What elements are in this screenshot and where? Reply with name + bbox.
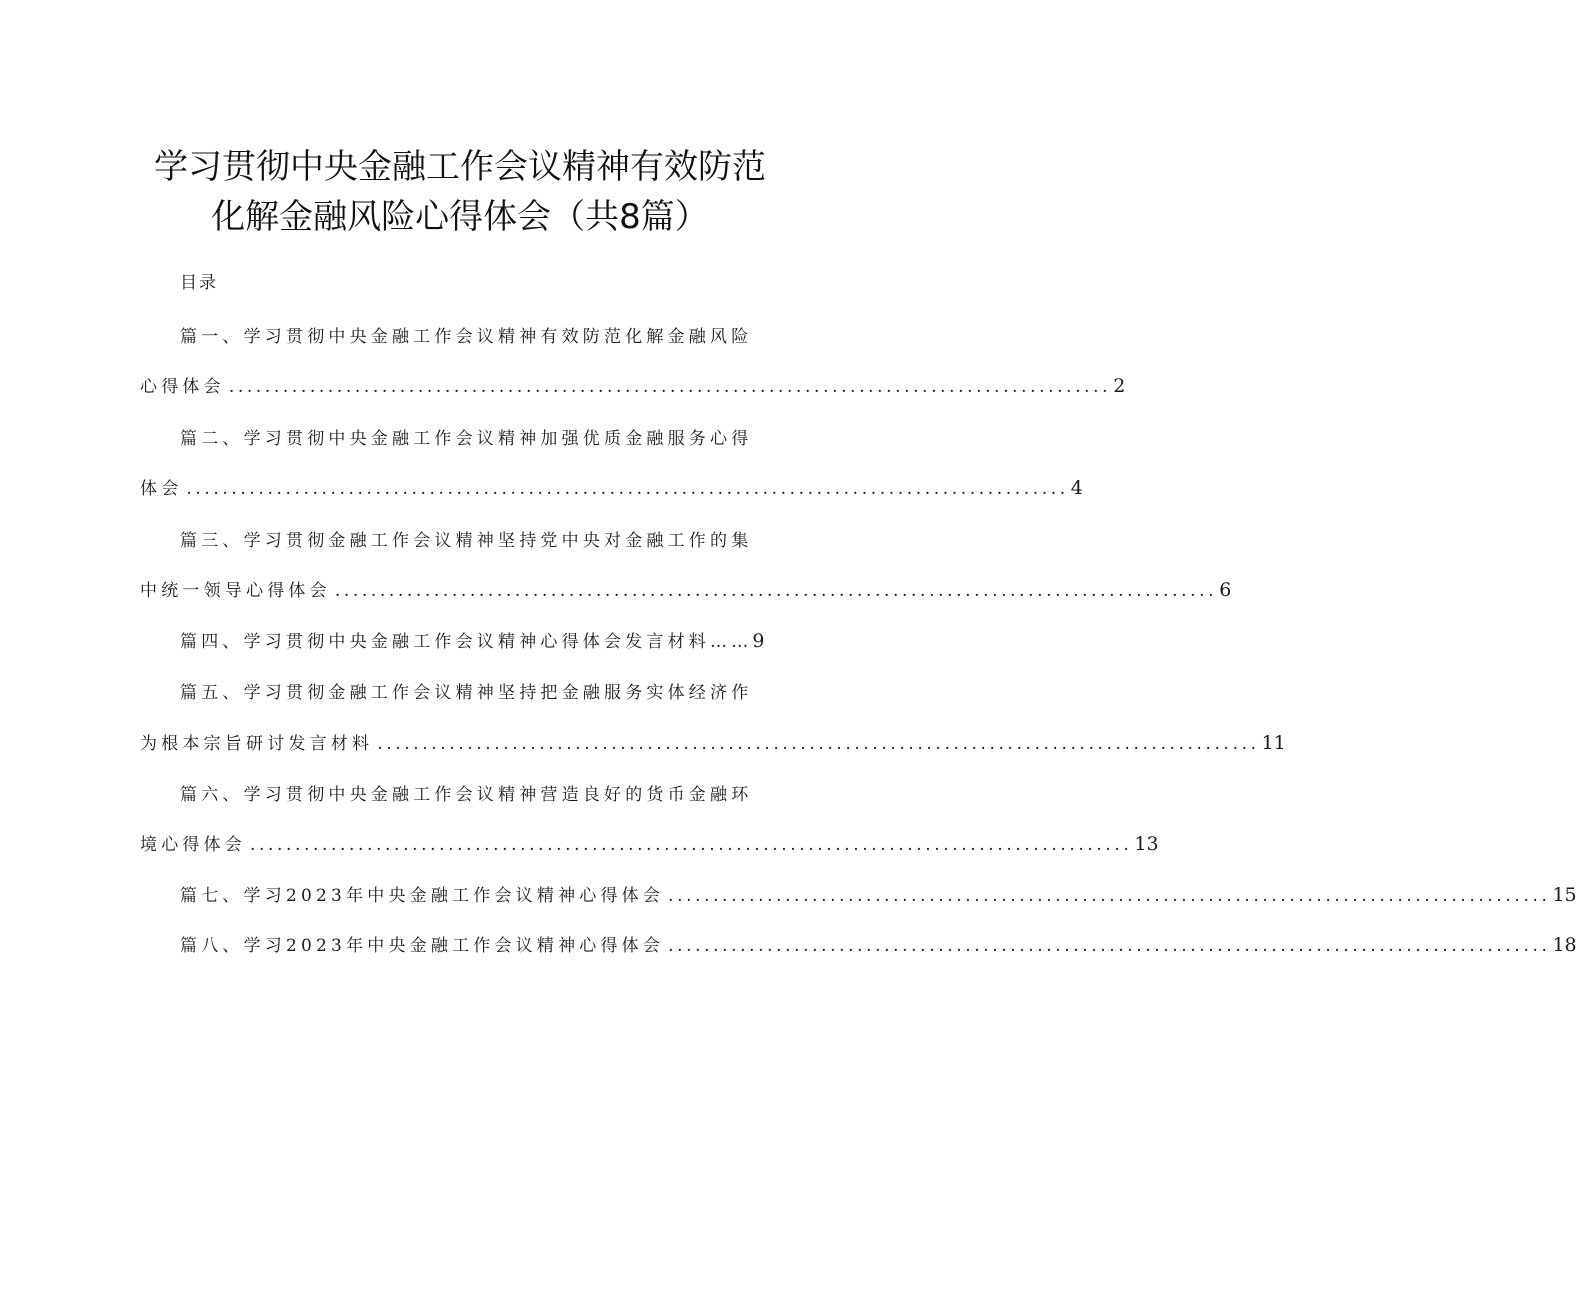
toc-entry-3-line2[interactable]: [140, 576, 1232, 601]
toc-entry-text: 为根本宗旨研讨发言材料: [140, 734, 374, 754]
toc-entry-1-line2[interactable]: [140, 372, 1126, 397]
toc-entry-text: 篇八、学习2023年中央金融工作会议精神心得体会: [180, 936, 665, 956]
toc-entry-text: 中统一领导心得体会: [140, 581, 331, 601]
toc-page-number: 18: [1552, 934, 1577, 956]
toc-page-number: 13: [1134, 833, 1159, 855]
toc-heading: 目录: [180, 273, 218, 293]
toc-entry-5-line1[interactable]: 篇五、学习贯彻金融工作会议精神坚持把金融服务实体经济作: [180, 683, 753, 703]
toc-entry-6-line1[interactable]: 篇六、学习贯彻中央金融工作会议精神营造良好的货币金融环: [180, 785, 753, 805]
toc-entry-text: 境心得体会: [140, 835, 246, 855]
toc-entry-text: 心得体会: [140, 377, 225, 397]
toc-entry-3-line1[interactable]: 篇三、学习贯彻金融工作会议精神坚持党中央对金融工作的集: [180, 531, 753, 551]
toc-page-number: 11: [1261, 732, 1286, 754]
toc-leader-dots: ..................................................................................................: [377, 734, 1260, 754]
toc-entry-text: 体会: [140, 479, 183, 499]
toc-page-number: 4: [1070, 477, 1083, 499]
toc-entry-7[interactable]: [180, 881, 1577, 906]
document-title: [0, 142, 920, 242]
title-line-1: 学习贯彻中央金融工作会议精神有效防范: [154, 147, 766, 187]
toc-page-number: 9: [752, 630, 765, 652]
toc-leader-dots: ..................................................................................................: [250, 835, 1133, 855]
title-line-2: 化解金融风险心得体会（共8篇）: [211, 197, 709, 237]
toc-entry-1-line1[interactable]: 篇一、学习贯彻中央金融工作会议精神有效防范化解金融风险: [180, 327, 753, 347]
toc-leader-dots: ..................................................................................................: [668, 886, 1551, 906]
toc-entry-5-line2[interactable]: [140, 729, 1286, 754]
toc-leader-dots: ..................................................................................................: [334, 581, 1218, 601]
toc-page-number: 2: [1113, 375, 1126, 397]
toc-page-number: 6: [1219, 579, 1232, 601]
toc-entry-8[interactable]: [180, 931, 1577, 956]
toc-entry-2-line2[interactable]: [140, 474, 1083, 499]
toc-entry-2-line1[interactable]: 篇二、学习贯彻中央金融工作会议精神加强优质金融服务心得: [180, 429, 753, 449]
toc-entry-text: 篇七、学习2023年中央金融工作会议精神心得体会: [180, 886, 665, 906]
toc-leader-dots: ..................................................................................................: [186, 479, 1069, 499]
toc-leader-dots: ..................................................................................................: [668, 936, 1551, 956]
toc-entry-text: 篇四、学习贯彻中央金融工作会议精神心得体会发言材料……: [180, 632, 753, 652]
toc-entry-4[interactable]: [180, 627, 765, 652]
toc-entry-6-line2[interactable]: [140, 830, 1159, 855]
toc-page-number: 15: [1552, 884, 1577, 906]
toc-leader-dots: ..................................................................................................: [228, 377, 1112, 397]
